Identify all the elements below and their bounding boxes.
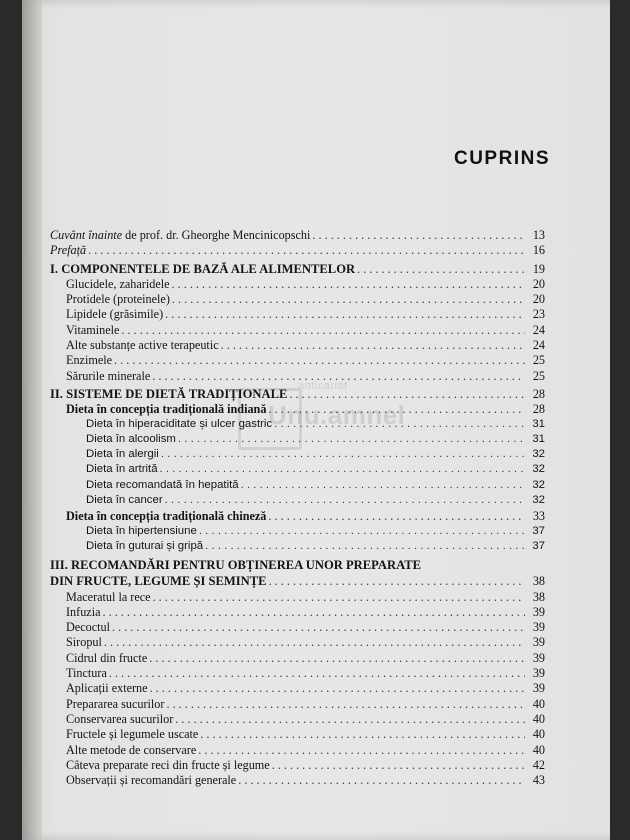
toc-page-number: 37 [532, 524, 545, 537]
toc-entry [50, 494, 545, 509]
toc-entry [50, 433, 545, 448]
toc-leader-dots [200, 727, 525, 742]
toc-leader-dots [221, 338, 525, 353]
toc-entry [50, 635, 545, 650]
toc-page-number: 40 [532, 727, 545, 742]
watermark-line2: Unu.amnel [268, 400, 406, 430]
toc-entry-label: Dieta recomandată în hepatită [86, 478, 239, 491]
toc-page-number: 40 [532, 742, 545, 757]
toc-entry [50, 243, 545, 258]
toc-leader-dots [357, 262, 525, 277]
toc-page-number: 40 [532, 711, 545, 726]
toc-page-number: 33 [532, 509, 545, 524]
toc-leader-dots [289, 387, 525, 402]
toc-page-number: 20 [532, 292, 545, 307]
toc-entry [50, 758, 545, 773]
toc-entry [50, 525, 545, 540]
toc-entry [50, 773, 545, 788]
toc-entry [50, 620, 545, 635]
toc-entry-label: Conservarea sucurilor [66, 711, 174, 726]
toc-leader-dots [199, 525, 525, 537]
toc-leader-dots [153, 590, 525, 605]
toc-leader-dots [114, 353, 525, 368]
toc-entry-label: Decoctul [66, 620, 110, 635]
toc-page-number: 43 [532, 773, 545, 788]
toc-page-number: 32 [532, 463, 545, 476]
toc-page-number: 39 [532, 635, 545, 650]
toc-page-number: 20 [532, 276, 545, 291]
toc-entry [50, 479, 545, 494]
toc-entry-label: Dieta în concepția tradițională indiană [66, 402, 267, 417]
toc-entry [50, 697, 545, 712]
toc-entry [50, 228, 545, 243]
toc-page-number: 39 [532, 681, 545, 696]
toc-leader-dots [161, 448, 525, 460]
toc-entry-label: III. RECOMANDĂRI PENTRU OBȚINEREA UNOR PREPARATE [50, 558, 422, 573]
toc-entry-label: Aplicații externe [66, 681, 148, 696]
toc-entry [50, 743, 545, 758]
toc-leader-dots [238, 773, 525, 788]
toc-page-number: 37 [532, 539, 545, 552]
toc-entry [50, 402, 545, 417]
toc-leader-dots [269, 574, 525, 589]
toc-leader-dots [104, 635, 525, 650]
toc-entry-label: Siropul [66, 635, 102, 650]
toc-entry-label: Cidrul din fructe [66, 650, 148, 665]
toc-leader-dots [121, 323, 525, 338]
toc-leader-dots [166, 697, 525, 712]
watermark-line1: anticariat [298, 380, 348, 392]
toc-leader-dots [172, 292, 525, 307]
toc-leader-dots [312, 228, 525, 243]
toc-entry-label: Sărurile minerale [66, 368, 151, 383]
toc-leader-dots [165, 494, 525, 506]
toc-entry [50, 448, 545, 463]
toc-entry-label: Vitaminele [66, 322, 120, 337]
toc-entry [50, 292, 545, 307]
toc-entry [50, 463, 545, 478]
toc-leader-dots [268, 402, 525, 417]
toc-leader-dots [205, 540, 525, 552]
toc-entry [50, 277, 545, 292]
toc-page-number: 31 [532, 432, 545, 445]
page-title: CUPRINS [453, 148, 550, 169]
toc-entry [50, 387, 545, 402]
toc-leader-dots [272, 758, 525, 773]
toc-entry-label: Dieta în alcoolism [86, 432, 176, 445]
toc-entry-label: Dieta în concepția tradițională chineză [66, 509, 267, 524]
toc-entry-label: Glucidele, zaharidele [66, 276, 170, 291]
toc-leader-dots [103, 605, 525, 620]
toc-entry [50, 307, 545, 322]
toc-entry-label: Alte metode de conservare [66, 742, 197, 757]
toc-page-number: 42 [532, 757, 545, 772]
toc-entry-label: Protidele (proteinele) [66, 292, 170, 307]
toc-leader-dots [241, 479, 525, 491]
toc-entry-label: Dieta în artrită [86, 463, 158, 476]
toc-page-number: 32 [532, 494, 545, 507]
toc-entry-label: Prepararea sucurilor [66, 696, 165, 711]
toc-page-number: 32 [532, 448, 545, 461]
book-binding-shadow [22, 0, 42, 840]
toc-entry [50, 727, 545, 742]
toc-leader-dots [175, 712, 525, 727]
toc-entry-label: Tinctura [66, 666, 107, 681]
toc-leader-dots [160, 463, 525, 475]
toc-page-number: 25 [532, 353, 545, 368]
toc-entry [50, 338, 545, 353]
toc-entry-label: Enzimele [66, 353, 113, 368]
toc-entry-label: Dieta în cancer [86, 494, 163, 507]
toc-entry [50, 353, 545, 368]
toc-entry-label: Prefață [50, 243, 87, 258]
toc-entry [50, 666, 545, 681]
toc-leader-dots [165, 307, 525, 322]
toc-entry-label: Observații și recomandări generale [66, 773, 237, 788]
toc-page-number: 19 [532, 261, 545, 276]
toc-leader-dots [274, 418, 525, 430]
toc-entry [50, 651, 545, 666]
toc-entry [50, 574, 545, 589]
toc-page-number: 28 [532, 402, 545, 417]
toc-entry-label: Dieta în guturai și gripă [86, 539, 204, 552]
toc-page-number: 16 [532, 243, 545, 258]
toc-entry-label: DIN FRUCTE, LEGUME ȘI SEMINȚE [50, 574, 267, 589]
toc-entry [50, 540, 545, 555]
toc-page-number: 40 [532, 696, 545, 711]
toc-entry-label: II. SISTEME DE DIETĂ TRADIȚIONALE [50, 386, 288, 401]
toc-entry-label: I. COMPONENTELE DE BAZĂ ALE ALIMENTELOR [50, 261, 356, 276]
toc-entry-label: Dieta în hiperaciditate și ulcer gastric [86, 417, 273, 430]
toc-entry [50, 418, 545, 433]
toc-entry [50, 323, 545, 338]
toc-page-number: 28 [532, 386, 545, 401]
toc-entry-label: Infuzia [66, 604, 101, 619]
toc-leader-dots [109, 666, 525, 681]
toc-leader-dots [178, 433, 525, 445]
toc-leader-dots [150, 681, 525, 696]
toc-entry [50, 590, 545, 605]
toc-entry [50, 681, 545, 696]
toc-page-number: 39 [532, 620, 545, 635]
toc-entry-label: Maceratul la rece [66, 589, 151, 604]
toc-entry-label: Lipidele (grăsimile) [66, 307, 164, 322]
toc-entry-label: Cuvânt înainte de prof. dr. Gheorghe Mencinicopschi [50, 228, 311, 242]
toc-page-number: 39 [532, 666, 545, 681]
toc-entry [50, 558, 545, 574]
toc-page-number: 31 [532, 417, 545, 430]
toc-leader-dots [268, 509, 525, 524]
toc-entry [50, 605, 545, 620]
toc-page-number: 32 [532, 478, 545, 491]
toc-entry-label: Fructele și legumele uscate [66, 727, 199, 742]
toc-leader-dots [152, 369, 525, 384]
toc-page-number: 38 [532, 574, 545, 589]
toc-entry [50, 262, 545, 277]
toc-page-number: 39 [532, 604, 545, 619]
table-of-contents [50, 228, 545, 788]
toc-entry-label: Dieta în hipertensiune [86, 524, 197, 537]
toc-page-number: 13 [532, 228, 545, 242]
toc-leader-dots [172, 277, 525, 292]
toc-leader-dots [149, 651, 525, 666]
toc-page-number: 38 [532, 589, 545, 604]
toc-entry [50, 509, 545, 524]
toc-page-number: 23 [532, 307, 545, 322]
toc-entry-label: Dieta în alergii [86, 448, 159, 461]
toc-leader-dots [198, 743, 525, 758]
toc-page-number: 24 [532, 338, 545, 353]
toc-leader-dots [88, 243, 525, 258]
toc-leader-dots [112, 620, 525, 635]
toc-entry [50, 369, 545, 384]
toc-entry [50, 712, 545, 727]
toc-page-number: 25 [532, 368, 545, 383]
toc-entry-label: Câteva preparate reci din fructe și legume [66, 757, 270, 772]
toc-page-number: 39 [532, 650, 545, 665]
toc-entry-label: Alte substanțe active terapeutic [66, 338, 219, 353]
toc-page-number: 24 [532, 322, 545, 337]
